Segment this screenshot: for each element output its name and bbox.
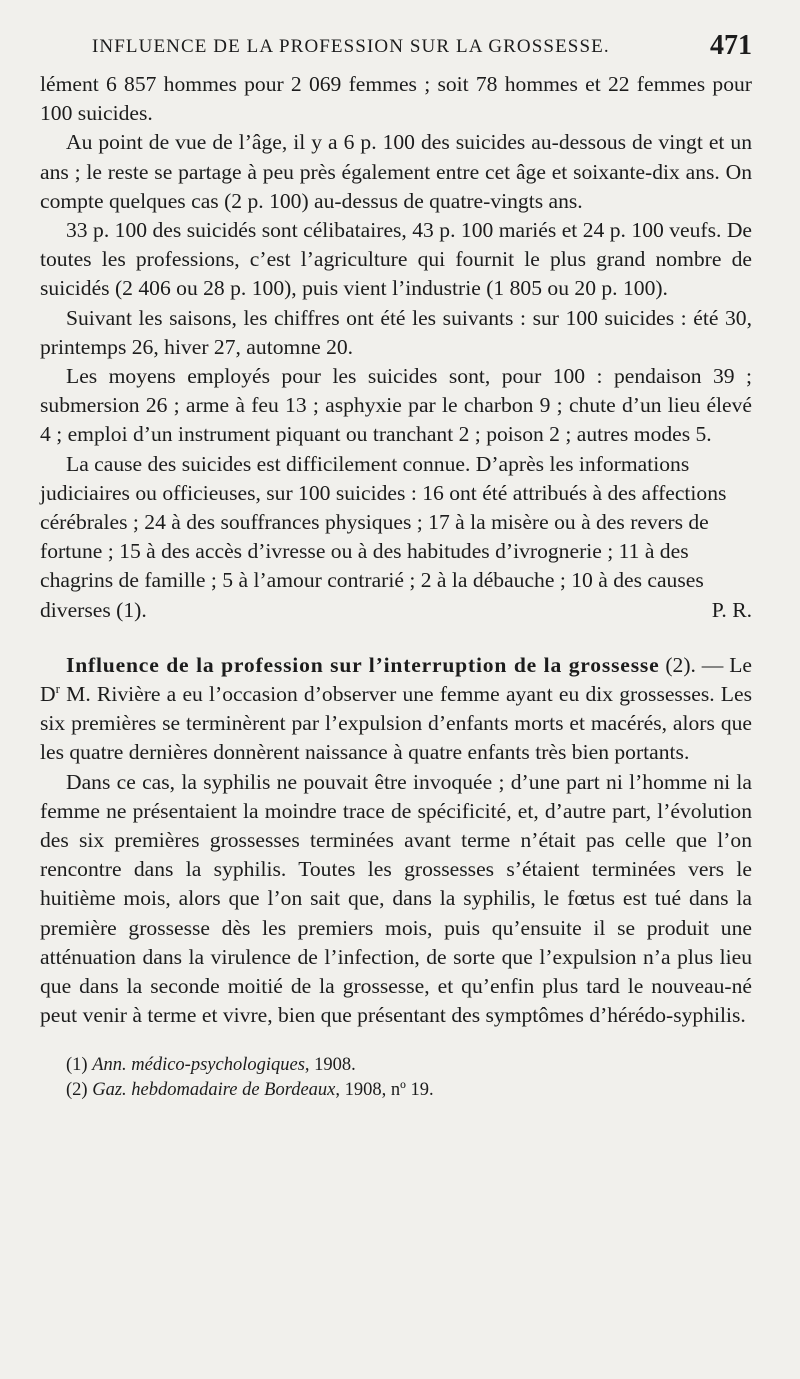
author-signature: P. R. (711, 597, 752, 622)
paragraph-text: M. Rivière a eu l’occasion d’observer une femme ayant eu dix grossesses. Les six premières se terminèrent par l’expulsion d’enfants morts et macérés, alors que les quatre dernières donnèrent naissance à quatre enfants très bien portants. (40, 682, 752, 765)
footnote-detail: , 1908. (304, 1054, 356, 1075)
paragraph: Dans ce cas, la syphilis ne pouvait être invoquée ; d’une part ni l’homme ni la femme ne présentaient la moindre trace de spécificité, et, d’autre part, l’évolution des six premières grossesses terminées avant terme n’était pas celle que l’on rencontre dans la syphilis. Toutes les grossesses s’étaient terminées vers le huitième mois, alors que l’on sait que, dans la syphilis, le fœtus est tué dans la première grossesse dès les premiers mois, puis qu’ensuite il se produit une atténuation dans la virulence de l’infection, de sorte que l’expulsion n’a plus lieu que dans la seconde moitié de la grossesse, et qu’enfin plus tard le nouveau-né peut venir à terme et vivre, bien que présentant des symptômes d’hérédo-syphilis. (40, 769, 752, 1028)
section-title: Influence de la profession sur l’interruption de la grossesse (66, 652, 660, 677)
superscript: r (55, 681, 60, 697)
footnote-ref: (2). — Le D (40, 652, 752, 707)
paragraph-text: La cause des suicides est difficilement connue. D’après les informations judiciaires ou officieuses, sur 100 suicides : 16 ont été attribués à des affections cérébrales ; 24 à des souffrances physiques ; 17 à la misère ou à des revers de fortune ; 15 à des accès d’ivresse ou à des habitudes d’ivrognerie ; 11 à des chagrins de famille ; 5 à l’amour contrarié ; 2 à la débauche ; 10 à des causes diverses (1). (40, 451, 727, 622)
footnote (66, 1053, 752, 1078)
footnote-source: Gaz. hebdomadaire de Bordeaux (92, 1079, 336, 1100)
footnote-detail: , 1908, nº 19. (335, 1079, 434, 1100)
paragraph: Les moyens employés pour les suicides sont, pour 100 : pendaison 39 ; submersion 26 ; arme à feu 13 ; asphyxie par le charbon 9 ; chute d’un lieu élevé 4 ; emploi d’un instrument piquant ou tranchant 2 ; poison 2 ; autres modes 5. (40, 364, 752, 447)
paragraph (40, 450, 752, 625)
page-number: 471 (710, 30, 752, 61)
paragraph: lément 6 857 hommes pour 2 069 femmes ; soit 78 hommes et 22 femmes pour 100 suicides. (40, 72, 752, 126)
section-gap (40, 625, 752, 651)
paragraph: 33 p. 100 des suicidés sont célibataires, 43 p. 100 mariés et 24 p. 100 veufs. De toutes les professions, c’est l’agriculture qui fournit le plus grand nombre de suicidés (2 406 ou 28 p. 100), puis vient l’industrie (1 805 ou 20 p. 100). (40, 218, 752, 301)
footnote (66, 1078, 752, 1103)
paragraph (40, 651, 752, 768)
running-head (40, 30, 752, 70)
footnote-number: (2) (66, 1079, 88, 1100)
paragraph: Au point de vue de l’âge, il y a 6 p. 100 des suicides au-dessous de vingt et un ans ; le reste se partage à peu près également entre cet âge et soixante-dix ans. On compte quelques cas (2 p. 100) au-dessus de quatre-vingts ans. (40, 130, 752, 213)
body-text (40, 70, 752, 1031)
footnotes (40, 1053, 752, 1103)
paragraph: Suivant les saisons, les chiffres ont été les suivants : sur 100 suicides : été 30, printemps 26, hiver 27, automne 20. (40, 305, 752, 359)
running-title: INFLUENCE DE LA PROFESSION SUR LA GROSSESSE. (92, 36, 610, 57)
footnote-number: (1) (66, 1054, 88, 1075)
footnote-source: Ann. médico-psychologiques (92, 1054, 305, 1075)
